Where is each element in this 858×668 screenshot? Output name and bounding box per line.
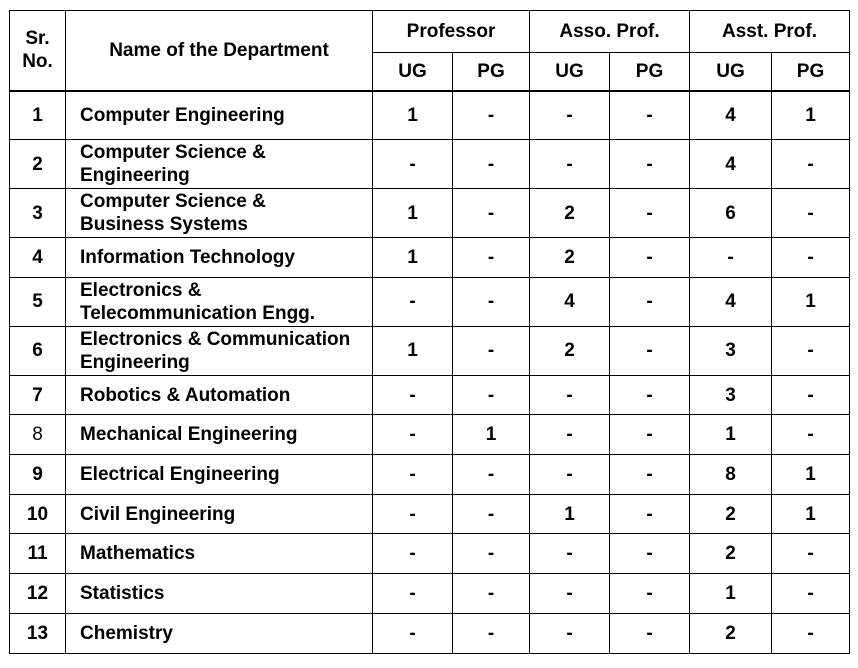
cell-asst-ug: 4 [690,91,772,140]
cell-asst-pg: - [772,189,850,238]
cell-asst-pg: 1 [772,494,850,534]
cell-asso-ug: - [530,613,610,653]
cell-professor-ug: - [373,415,453,455]
cell-asso-ug: - [530,415,610,455]
cell-professor-ug: 1 [373,326,453,375]
table-row [10,574,850,614]
table-row [10,238,850,278]
cell-asst-ug: 6 [690,189,772,238]
cell-asso-ug: 1 [530,494,610,534]
cell-asst-ug: 1 [690,415,772,455]
cell-asso-ug: - [530,91,610,140]
header-professor-pg: PG [453,53,530,91]
table-row [10,494,850,534]
table-row [10,140,850,189]
cell-asst-ug: 2 [690,613,772,653]
cell-asst-pg: - [772,534,850,574]
cell-asso-ug: 2 [530,326,610,375]
header-sr-no [10,11,66,91]
header-asst-pg: PG [772,53,850,91]
cell-professor-ug: - [373,574,453,614]
cell-sr: 11 [10,534,66,574]
cell-sr: 10 [10,494,66,534]
cell-department: Mechanical Engineering [66,415,373,455]
cell-asst-ug: 2 [690,534,772,574]
table-row [10,189,850,238]
cell-professor-pg: - [453,238,530,278]
cell-sr: 7 [10,375,66,415]
cell-asst-ug: 4 [690,277,772,326]
cell-asso-pg: - [610,574,690,614]
cell-professor-ug: 1 [373,238,453,278]
cell-professor-ug: - [373,534,453,574]
header-department [66,11,373,91]
cell-department: Computer Engineering [66,91,373,140]
cell-department: Mathematics [66,534,373,574]
header-professor: Professor [373,11,530,53]
cell-department: Chemistry [66,613,373,653]
cell-department: Civil Engineering [66,494,373,534]
header-department-text: Name of the Department [109,39,329,61]
cell-asso-ug: - [530,140,610,189]
cell-asso-pg: - [610,415,690,455]
cell-sr: 12 [10,574,66,614]
cell-sr: 9 [10,455,66,495]
cell-professor-pg: - [453,494,530,534]
table-row [10,277,850,326]
header-row-groups [10,11,850,53]
cell-asso-pg: - [610,238,690,278]
cell-professor-pg: - [453,613,530,653]
header-sr-no-text: Sr. No. [22,28,53,73]
cell-sr: 4 [10,238,66,278]
cell-professor-ug: - [373,455,453,495]
cell-asso-pg: - [610,91,690,140]
cell-asst-ug: 1 [690,574,772,614]
cell-asst-pg: - [772,574,850,614]
cell-asst-pg: - [772,238,850,278]
cell-asst-pg: 1 [772,455,850,495]
cell-asso-ug: - [530,534,610,574]
cell-professor-ug: 1 [373,189,453,238]
cell-asso-ug: 2 [530,189,610,238]
cell-asso-pg: - [610,189,690,238]
cell-asst-ug: 3 [690,326,772,375]
cell-asso-ug: - [530,375,610,415]
cell-asso-pg: - [610,140,690,189]
cell-professor-pg: - [453,455,530,495]
cell-asst-pg: 1 [772,277,850,326]
cell-department: Computer Science & Engineering [66,140,373,189]
cell-sr: 8 [10,415,66,455]
cell-sr: 5 [10,277,66,326]
cell-professor-ug: - [373,494,453,534]
cell-sr: 2 [10,140,66,189]
cell-sr: 1 [10,91,66,140]
table-row [10,91,850,140]
cell-asst-pg: - [772,326,850,375]
cell-department: Information Technology [66,238,373,278]
cell-professor-ug: 1 [373,91,453,140]
cell-asso-pg: - [610,326,690,375]
header-asso-prof: Asso. Prof. [530,11,690,53]
cell-professor-pg: - [453,534,530,574]
cell-professor-pg: 1 [453,415,530,455]
cell-department: Electronics & Communication Engineering [66,326,373,375]
cell-asst-pg: - [772,613,850,653]
cell-professor-pg: - [453,574,530,614]
cell-asst-pg: 1 [772,91,850,140]
cell-professor-ug: - [373,375,453,415]
table-row [10,375,850,415]
cell-professor-pg: - [453,277,530,326]
table-row [10,415,850,455]
cell-department: Electrical Engineering [66,455,373,495]
cell-sr: 13 [10,613,66,653]
header-professor-ug: UG [373,53,453,91]
header-asso-pg: PG [610,53,690,91]
header-asst-prof: Asst. Prof. [690,11,850,53]
cell-asst-ug: 2 [690,494,772,534]
cell-asst-ug: 4 [690,140,772,189]
cell-department: Statistics [66,574,373,614]
table-row [10,534,850,574]
cell-asso-ug: - [530,574,610,614]
cell-professor-ug: - [373,613,453,653]
cell-asso-ug: - [530,455,610,495]
cell-asso-ug: 4 [530,277,610,326]
table-row [10,613,850,653]
header-asso-ug: UG [530,53,610,91]
cell-asso-pg: - [610,494,690,534]
cell-department: Computer Science & Business Systems [66,189,373,238]
cell-asst-pg: - [772,375,850,415]
cell-asso-pg: - [610,375,690,415]
header-asst-ug: UG [690,53,772,91]
cell-asst-ug: - [690,238,772,278]
cell-professor-pg: - [453,140,530,189]
cell-asso-ug: 2 [530,238,610,278]
cell-professor-ug: - [373,277,453,326]
cell-professor-pg: - [453,326,530,375]
cell-professor-ug: - [373,140,453,189]
cell-sr: 6 [10,326,66,375]
cell-sr: 3 [10,189,66,238]
cell-asso-pg: - [610,277,690,326]
table-row [10,455,850,495]
cell-professor-pg: - [453,91,530,140]
vacancy-table [9,10,850,654]
cell-asst-pg: - [772,415,850,455]
cell-department: Robotics & Automation [66,375,373,415]
cell-asso-pg: - [610,613,690,653]
cell-asst-ug: 3 [690,375,772,415]
cell-asst-ug: 8 [690,455,772,495]
table-row [10,326,850,375]
cell-asso-pg: - [610,534,690,574]
cell-asst-pg: - [772,140,850,189]
cell-department: Electronics & Telecommunication Engg. [66,277,373,326]
cell-professor-pg: - [453,189,530,238]
cell-professor-pg: - [453,375,530,415]
cell-asso-pg: - [610,455,690,495]
